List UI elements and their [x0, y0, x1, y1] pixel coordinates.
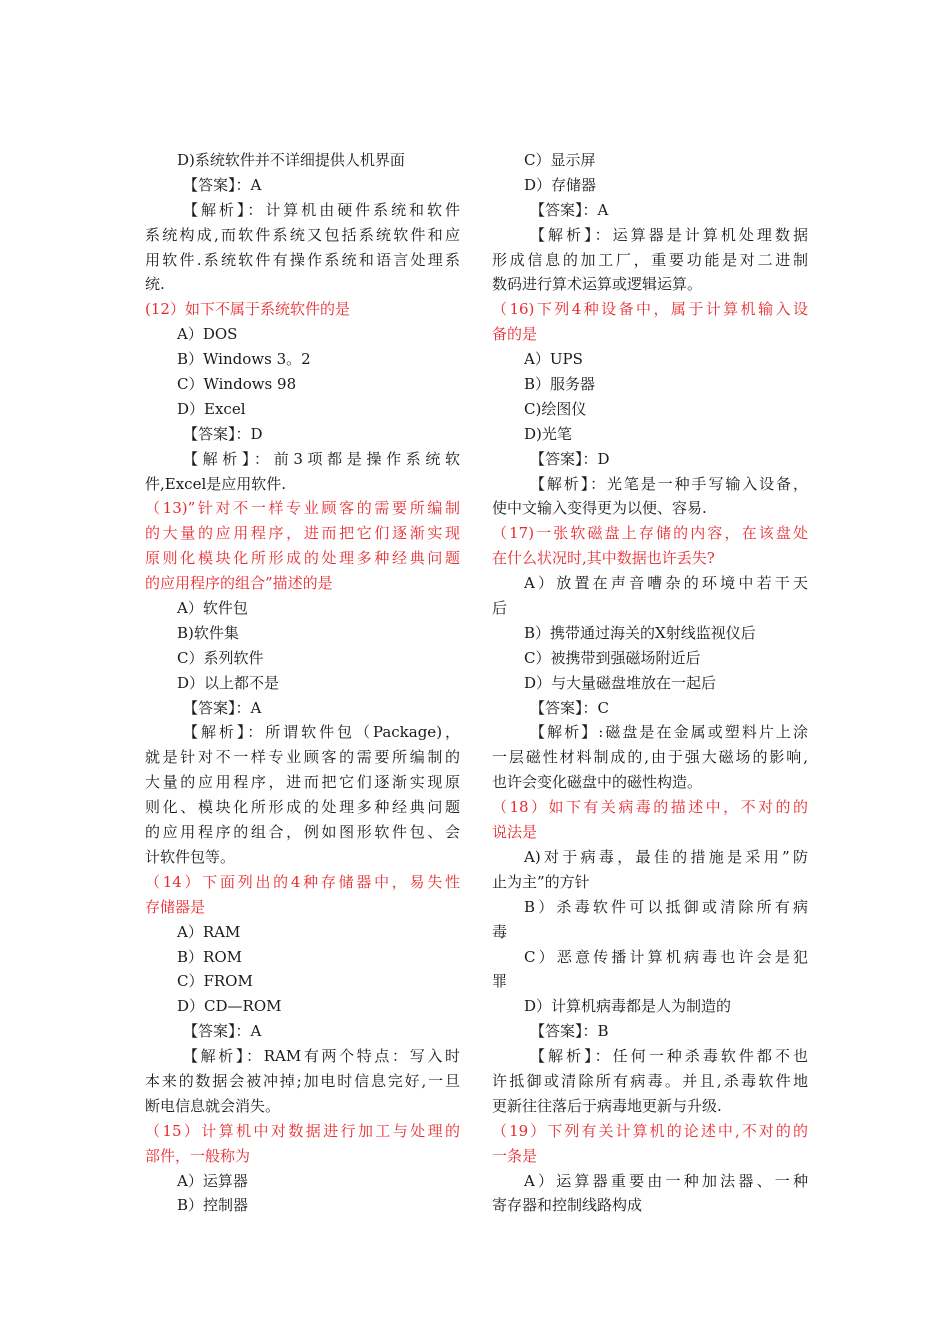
text-line: 数码进行算术运算或逻辑运算。 [492, 275, 703, 294]
option-line: D）与大量磁盘堆放在一起后 [524, 673, 717, 692]
question-line: 的大量的应用程序，进而把它们逐渐实现 [145, 524, 460, 543]
text-line: 罪 [492, 972, 508, 991]
option-line: D)光笔 [524, 424, 572, 443]
option-line: B）ROM [177, 947, 242, 966]
answer-line: 【答案】：A [183, 1022, 262, 1041]
text-line: 更新往往落后于病毒地更新与升级. [492, 1096, 722, 1115]
answer-line: 【解析】：前3项都是操作系统软 [183, 449, 460, 468]
option-line: B）携带通过海关的X射线监视仪后 [524, 623, 756, 642]
answer-line: 【答案】：C [530, 698, 609, 717]
option-line: B）控制器 [177, 1196, 249, 1215]
right-text-column [492, 148, 808, 1218]
text-line: 一层磁性材料制成的,由于强大磁场的影响, [492, 748, 808, 767]
option-line: A）放置在声音嘈杂的环境中若干天 [524, 574, 808, 593]
text-line: 也许会变化磁盘中的磁性构造。 [492, 773, 703, 792]
question-line: （19）下列有关计算机的论述中,不对的的 [492, 1121, 808, 1140]
option-line: C）恶意传播计算机病毒也许会是犯 [524, 947, 808, 966]
text-line: 使中文输入变得更为以便、容易. [492, 499, 707, 518]
answer-line: 【解析】：RAM有两个特点：写入时 [183, 1047, 460, 1066]
answer-line: 【答案】：A [183, 698, 262, 717]
text-line: 后 [492, 599, 508, 618]
question-line: 在什么状况时,其中数据也许丢失? [492, 549, 715, 568]
answer-line: 【答案】：B [530, 1022, 609, 1041]
question-line: （15）计算机中对数据进行加工与处理的 [145, 1121, 460, 1140]
text-line: 断电信息就会消失。 [145, 1096, 281, 1115]
option-line: B）服务器 [524, 375, 596, 394]
answer-line: 【解析】:磁盘是在金属或塑料片上涂 [530, 723, 808, 742]
text-line: 计软件包等。 [145, 847, 236, 866]
text-line: 许抵御或清除所有病毒。并且,杀毒软件地 [492, 1071, 808, 1090]
answer-line: 【答案】：D [530, 449, 610, 468]
option-line: A）运算器重要由一种加法器、一种 [524, 1171, 808, 1190]
option-line: C）被携带到强磁场附近后 [524, 648, 701, 667]
option-line: A）软件包 [177, 599, 248, 618]
option-line: C）系列软件 [177, 648, 264, 667]
text-line: 止为主”的方针 [492, 872, 590, 891]
answer-line: 【解析】：光笔是一种手写输入设备， [530, 474, 808, 493]
option-line: D）Excel [177, 399, 246, 418]
option-line: A)对于病毒，最佳的措施是采用”防 [524, 847, 808, 866]
text-line: 统. [145, 275, 165, 294]
question-line: （14）下面列出的4种存储器中，易失性 [145, 872, 460, 891]
text-line: 的应用程序的组合，例如图形软件包、会 [145, 823, 460, 842]
question-line: （18）如下有关病毒的描述中，不对的的 [492, 798, 808, 817]
left-text-column [145, 148, 460, 1218]
question-line: （13)”针对不一样专业顾客的需要所编制 [145, 499, 460, 518]
option-line: D）以上都不是 [177, 673, 280, 692]
option-line: C）Windows 98 [177, 375, 297, 394]
option-line: D）CD—ROM [177, 997, 282, 1016]
option-line: B）杀毒软件可以抵御或清除所有病 [524, 897, 808, 916]
question-line: 的应用程序的组合”描述的是 [145, 574, 333, 593]
text-line: 形成信息的加工厂，重要功能是对二进制 [492, 250, 808, 269]
option-line: D）计算机病毒都是人为制造的 [524, 997, 732, 1016]
option-line: D)系统软件并不详细提供人机界面 [177, 151, 405, 169]
answer-line: 【解析】：所谓软件包（Package)， [183, 723, 460, 742]
option-line: B)软件集 [177, 623, 239, 642]
option-line: C)绘图仪 [524, 399, 587, 418]
question-line: 部件，一般称为 [145, 1146, 251, 1165]
question-line: （16)下列4种设备中，属于计算机输入设 [492, 300, 808, 319]
text-line: 系统构成,而软件系统又包括系统软件和应 [145, 225, 460, 244]
answer-line: 【答案】：A [530, 200, 609, 219]
option-line: A）UPS [524, 350, 583, 369]
option-line: B）Windows 3。2 [177, 350, 311, 369]
answer-line: 【答案】：A [183, 175, 262, 194]
question-line: 说法是 [492, 823, 538, 842]
option-line: A）RAM [177, 922, 241, 941]
question-line: （17)一张软磁盘上存储的内容，在该盘处 [492, 524, 808, 543]
option-line: A）运算器 [177, 1171, 248, 1190]
option-line: C）FROM [177, 972, 253, 991]
answer-line: 【解析】：计算机由硬件系统和软件 [183, 200, 460, 219]
text-line: 大量的应用程序，进而把它们逐渐实现原 [145, 773, 460, 792]
question-line: (12）如下不属于系统软件的是 [145, 300, 350, 319]
text-line: 就是针对不一样专业顾客的需要所编制的 [145, 748, 460, 767]
text-line: 寄存器和控制线路构成 [492, 1196, 643, 1215]
question-line: 原则化模块化所形成的处理多种经典问题 [145, 549, 460, 568]
text-line: 件,Excel是应用软件. [145, 474, 287, 493]
answer-line: 【解析】：运算器是计算机处理数据 [530, 225, 808, 244]
text-line: 本来的数据会被冲掉;加电时信息完好,一旦 [145, 1071, 460, 1090]
text-line: 则化、模块化所形成的处理多种经典问题 [145, 798, 460, 817]
option-line: A）DOS [177, 325, 238, 344]
option-line: D）存储器 [524, 175, 597, 194]
answer-line: 【解析】：任何一种杀毒软件都不也 [530, 1047, 808, 1066]
question-line: 一条是 [492, 1146, 538, 1165]
text-line: 毒 [492, 922, 508, 941]
option-line: C）显示屏 [524, 151, 596, 169]
question-line: 存储器是 [145, 897, 206, 916]
question-line: 备的是 [492, 325, 538, 344]
answer-line: 【答案】：D [183, 424, 263, 443]
text-line: 用软件.系统软件有操作系统和语言处理系 [145, 250, 460, 269]
